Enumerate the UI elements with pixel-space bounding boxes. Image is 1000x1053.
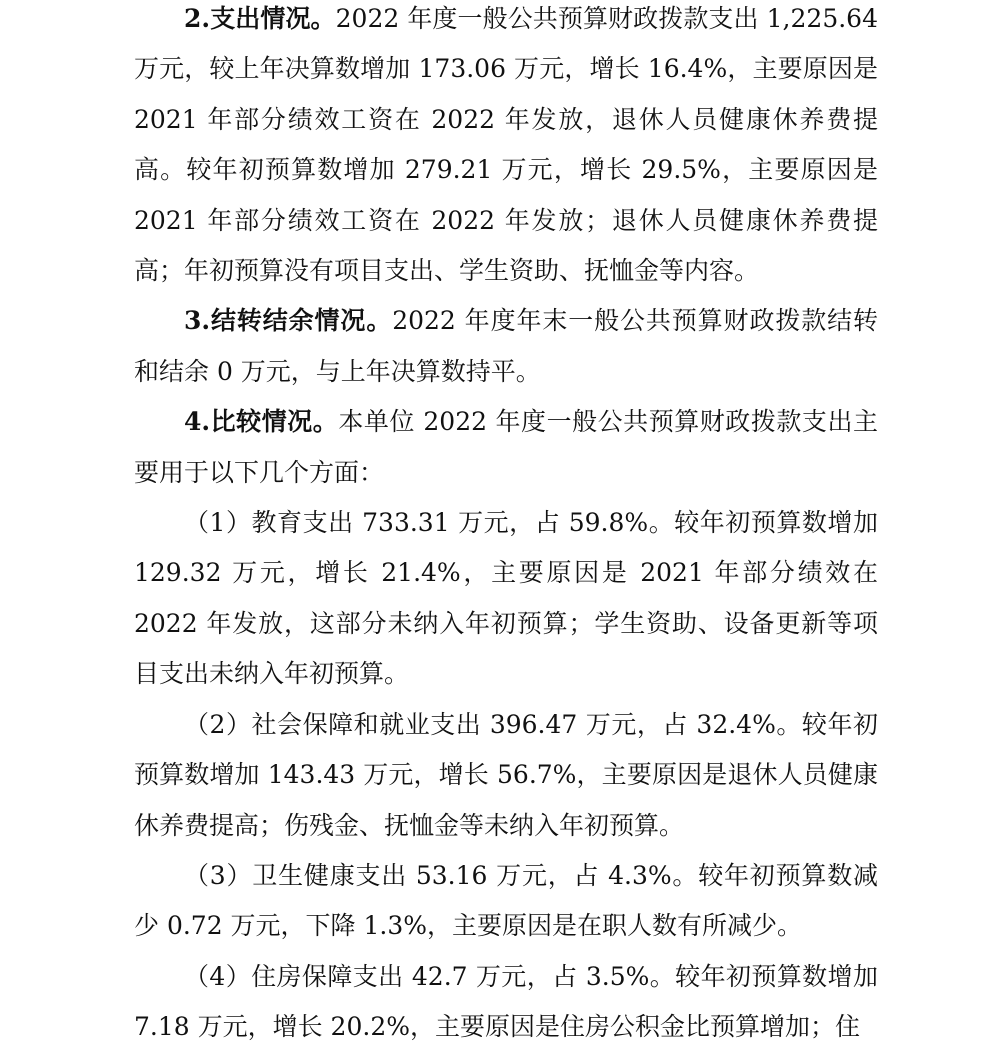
paragraph-carryover xyxy=(134,296,878,397)
body-housing: （4）住房保障支出 42.7 万元，占 3.5%。较年初预算数增加 7.18 万元，增长 20.2%，主要原因是住房公积金比预算增加；住 xyxy=(134,961,878,1042)
paragraph-social-security xyxy=(134,700,878,851)
paragraph-housing xyxy=(134,952,878,1053)
document-page xyxy=(134,0,878,1053)
paragraph-comparison xyxy=(134,397,878,498)
body-health: （3）卫生健康支出 53.16 万元，占 4.3%。较年初预算数减少 0.72 万元，下降 1.3%，主要原因是在职人数有所减少。 xyxy=(134,860,878,941)
paragraph-education xyxy=(134,498,878,700)
heading-carryover: 3.结转结余情况。 xyxy=(184,306,393,336)
paragraph-health xyxy=(134,851,878,952)
body-social-security: （2）社会保障和就业支出 396.47 万元，占 32.4%。较年初预算数增加 143.43 万元，增长 56.7%，主要原因是退休人员健康休养费提高；伤残金、抚恤金等未纳入年初预算。 xyxy=(134,709,878,840)
body-carryover: 2022 年度年末一般公共预算财政拨款结转和结余 0 万元，与上年决算数持平。 xyxy=(134,306,878,386)
body-expenditure: 2022 年度一般公共预算财政拨款支出 1,225.64 万元，较上年决算数增加 173.06 万元，增长 16.4%，主要原因是 2021 年部分绩效工资在 2022 年发放，退休人员健康休养费提高。较年初预算数增加 279.21 万元，增长 29.5%，主要原因是 2021 年部分绩效工资在 2022 年发放；退休人员健康休养费提高；年初预算没有项目支出、学生资助、抚恤金等内容。 xyxy=(134,4,878,286)
paragraph-expenditure xyxy=(134,0,878,296)
body-comparison: 本单位 2022 年度一般公共预算财政拨款支出主要用于以下几个方面： xyxy=(134,407,878,487)
heading-comparison: 4.比较情况。 xyxy=(184,407,339,437)
body-education: （1）教育支出 733.31 万元，占 59.8%。较年初预算数增加 129.32 万元，增长 21.4%，主要原因是 2021 年部分绩效在 2022 年发放，这部分未纳入年初预算；学生资助、设备更新等项目支出未纳入年初预算。 xyxy=(134,508,878,689)
heading-expenditure: 2.支出情况。 xyxy=(184,4,336,33)
